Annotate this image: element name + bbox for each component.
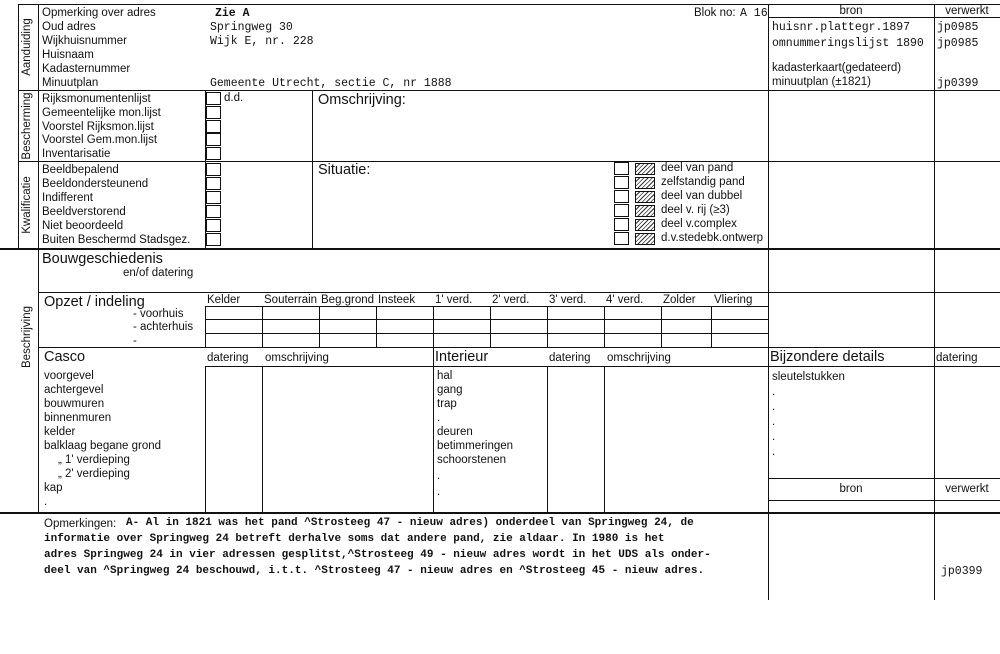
datering-sub-label: en/of datering — [123, 267, 194, 279]
floor-vliering: Vliering — [714, 294, 753, 306]
floor-2-verd: 2' verd. — [492, 294, 530, 306]
rule-opzet-bottom — [38, 347, 1000, 348]
label-rijksmonumentenlijst: Rijksmonumentenlijst — [42, 93, 151, 105]
opzet-row-empty: - — [133, 335, 137, 347]
interieur-item-gang: gang — [437, 384, 463, 396]
casco-item-1-verdieping: „ 1' verdieping — [58, 454, 130, 466]
rule-casco-c4 — [547, 366, 548, 512]
checkbox-inventarisatie[interactable] — [206, 147, 221, 160]
deel-v-rij-icon — [635, 205, 655, 217]
casco-item-binnenmuren: binnenmuren — [44, 412, 112, 424]
rule-bouwgeschiedenis-bottom — [38, 292, 1000, 293]
label-niet-beoordeeld: Niet beoordeeld — [42, 220, 124, 232]
checkbox-niet-beoordeeld[interactable] — [206, 219, 221, 232]
rule-label-left — [38, 4, 39, 512]
casco-item-kap: kap — [44, 482, 63, 494]
checkbox-deel-van-pand[interactable] — [614, 162, 629, 175]
opzet-row-voorhuis: - voorhuis — [133, 308, 184, 320]
label-huisnaam: Huisnaam — [42, 49, 94, 61]
checkbox-deel-van-dubbel[interactable] — [614, 190, 629, 203]
rule-casco-c2 — [262, 366, 263, 512]
deel-v-complex-icon — [635, 219, 655, 231]
label-minuutplan: Minuutplan — [42, 77, 99, 89]
side-label-aanduiding: Aanduiding — [21, 18, 33, 76]
casco-item-bouwmuren: bouwmuren — [44, 398, 105, 410]
checkbox-voorstel-rijksmon-lijst[interactable] — [206, 120, 221, 133]
casco-item-achtergevel: achtergevel — [44, 384, 104, 396]
rule-casco-c3 — [433, 347, 434, 512]
label-inventarisatie: Inventarisatie — [42, 148, 111, 160]
rule-side-left — [18, 4, 19, 248]
interieur-item-trap: trap — [437, 398, 457, 410]
rule-floor-6 — [547, 306, 548, 347]
rule-opzet-row-3 — [205, 333, 768, 334]
label-beeldondersteunend: Beeldondersteunend — [42, 178, 149, 190]
interieur-item-hal: hal — [437, 370, 453, 382]
floor-beg-grond: Beg.grond — [321, 294, 375, 306]
floor-insteek: Insteek — [378, 294, 416, 306]
interieur-item-betimmeringen: betimmeringen — [437, 440, 514, 452]
opzet-label: Opzet / indeling — [44, 294, 145, 310]
bijzondere-item-dot-2: . — [772, 401, 776, 413]
blok-value: A 16 — [740, 7, 768, 20]
floor-1-verd: 1' verd. — [435, 294, 473, 306]
rule-floor-9 — [711, 306, 712, 347]
interieur-item-dot-3: . — [437, 486, 441, 498]
rule-floor-2 — [319, 306, 320, 347]
label-wijkhuisnummer: Wijkhuisnummer — [42, 35, 127, 47]
label-buiten-beschermd: Buiten Beschermd Stadsgez. — [42, 234, 191, 246]
checkbox-buiten-beschermd[interactable] — [206, 233, 221, 246]
rule-dd-right — [312, 90, 313, 248]
rule-bron-lower-2 — [768, 500, 1000, 501]
label-voorstel-rijksmon-lijst: Voorstel Rijksmon.lijst — [42, 121, 154, 133]
verwerkt-entry-3: jp0399 — [937, 77, 979, 90]
interieur-label: Interieur — [435, 349, 489, 365]
checkbox-beeldondersteunend[interactable] — [206, 177, 221, 190]
bron-entry-4: minuutplan (±1821) — [772, 76, 872, 88]
rule-floor-5 — [490, 306, 491, 347]
checkbox-zelfstandig-pand[interactable] — [614, 176, 629, 189]
bron-header: bron — [839, 5, 863, 17]
opmerkingen-line-3: adres Springweg 24 in vier adressen gesplitst,^Strosteeg 49 - nieuw adres wordt in het UDS als onder- — [44, 549, 711, 561]
casco-item-2-verdieping: „ 2' verdieping — [58, 468, 130, 480]
situatie-label: Situatie: — [318, 162, 371, 178]
bouwgeschiedenis-label: Bouwgeschiedenis — [42, 251, 163, 267]
bijzondere-item-dot-5: . — [772, 446, 776, 458]
omschrijving-label: Omschrijving: — [318, 92, 406, 108]
stedebk-ontwerp-icon — [635, 233, 655, 245]
rule-verwerkt-left — [934, 4, 935, 600]
checkbox-rijksmonumentenlijst[interactable] — [206, 92, 221, 105]
opmerkingen-verwerkt: jp0399 — [941, 565, 983, 578]
rule-aanduiding-bottom — [18, 90, 1000, 91]
bijzondere-item-dot-4: . — [772, 431, 776, 443]
zelfstandig-pand-icon — [635, 177, 655, 189]
interieur-datering-header: datering — [549, 352, 591, 364]
option-zelfstandig-pand: zelfstandig pand — [661, 176, 745, 188]
opmerkingen-line-4: deel van ^Springweg 24 beschouwd, i.t.t. ^Strosteeg 47 - nieuw adres en ^Strosteeg 45 - nieuw adres. — [44, 565, 705, 577]
rule-bron-lower — [768, 478, 1000, 479]
label-beeldverstorend: Beeldverstorend — [42, 206, 126, 218]
casco-item-kelder: kelder — [44, 426, 76, 438]
bijzondere-details-label: Bijzondere details — [770, 349, 885, 365]
label-beeldbepalend: Beeldbepalend — [42, 164, 119, 176]
opmerkingen-line-1: A- Al in 1821 was het pand ^Strosteeg 47 - nieuw adres) onderdeel van Springweg 24, de — [126, 517, 694, 529]
verwerkt-header: verwerkt — [945, 5, 989, 17]
checkbox-voorstel-gem-mon-lijst[interactable] — [206, 133, 221, 146]
floor-zolder: Zolder — [663, 294, 696, 306]
lower-verwerkt-header: verwerkt — [945, 483, 989, 495]
rule-floor-4 — [433, 306, 434, 347]
verwerkt-entry-2: jp0985 — [937, 37, 979, 50]
interieur-item-deuren: deuren — [437, 426, 473, 438]
checkbox-beeldverstorend[interactable] — [206, 205, 221, 218]
casco-label: Casco — [44, 349, 86, 365]
dd-label: d.d. — [224, 92, 244, 104]
bijzondere-datering-header: datering — [936, 352, 978, 364]
value-oud-adres: Springweg 30 — [210, 21, 293, 34]
bijzondere-item-dot-1: . — [772, 386, 776, 398]
floor-3-verd: 3' verd. — [549, 294, 587, 306]
checkbox-stedebk-ontwerp[interactable] — [614, 232, 629, 245]
option-deel-van-dubbel: deel van dubbel — [661, 190, 743, 202]
floor-souterrain: Souterrain — [264, 294, 318, 306]
rule-casco-c5 — [604, 366, 605, 512]
bijzondere-item-sleutelstukken: sleutelstukken — [772, 371, 845, 383]
rule-casco-c1 — [205, 366, 206, 512]
interieur-omschrijving-header: omschrijving — [607, 352, 671, 364]
rule-casco-header — [205, 366, 1000, 367]
rule-opzet-row-2 — [205, 319, 768, 320]
label-voorstel-gem-mon-lijst: Voorstel Gem.mon.lijst — [42, 134, 158, 146]
side-label-kwalificatie: Kwalificatie — [21, 176, 33, 234]
value-minuutplan: Gemeente Utrecht, sectie C, nr 1888 — [210, 77, 452, 90]
checkbox-deel-v-rij[interactable] — [614, 204, 629, 217]
checkbox-gemeentelijke-mon-lijst[interactable] — [206, 106, 221, 119]
opzet-row-achterhuis: - achterhuis — [133, 321, 194, 333]
option-deel-v-rij: deel v. rij (≥3) — [661, 204, 730, 216]
bron-entry-2: omnummeringslijst 1890 — [772, 37, 924, 50]
checkbox-deel-v-complex[interactable] — [614, 218, 629, 231]
rule-bescherming-bottom — [18, 161, 1000, 162]
deel-van-pand-icon — [635, 163, 655, 175]
casco-omschrijving-header: omschrijving — [265, 352, 329, 364]
checkbox-beeldbepalend[interactable] — [206, 163, 221, 176]
option-deel-v-complex: deel v.complex — [661, 218, 737, 230]
option-deel-van-pand: deel van pand — [661, 162, 734, 174]
interieur-item-dot-1: . — [437, 412, 441, 424]
rule-floor-7 — [604, 306, 605, 347]
rule-floor-3 — [376, 306, 377, 347]
label-gemeentelijke-mon-lijst: Gemeentelijke mon.lijst — [42, 107, 161, 119]
label-opmerking-adres: Opmerking over adres — [42, 7, 156, 19]
verwerkt-entry-1: jp0985 — [937, 21, 979, 34]
lower-bron-header: bron — [839, 483, 863, 495]
option-stedebk-ontwerp: d.v.stedebk.ontwerp — [661, 232, 764, 244]
blok-label: Blok no: — [694, 7, 736, 19]
bijzondere-item-dot-3: . — [772, 416, 776, 428]
interieur-item-schoorstenen: schoorstenen — [437, 454, 507, 466]
floor-4-verd: 4' verd. — [606, 294, 644, 306]
rule-casco-bottom — [0, 512, 1000, 514]
casco-item-balklaag: balklaag begane grond — [44, 440, 162, 452]
side-label-bescherming: Bescherming — [21, 92, 33, 160]
bron-entry-3: kadasterkaart(gedateerd) — [772, 62, 902, 74]
label-kadasternummer: Kadasternummer — [42, 63, 131, 75]
floor-kelder: Kelder — [207, 294, 241, 306]
label-oud-adres: Oud adres — [42, 21, 96, 33]
deel-van-dubbel-icon — [635, 191, 655, 203]
rule-floor-8 — [661, 306, 662, 347]
rule-floor-0 — [205, 306, 206, 347]
opmerkingen-label: Opmerkingen: — [44, 518, 117, 530]
bron-entry-1: huisnr.plattegr.1897 — [772, 21, 911, 34]
casco-item-dot: . — [44, 496, 48, 508]
value-wijkhuisnummer: Wijk E, nr. 228 — [210, 35, 314, 48]
rule-bron-left — [768, 4, 769, 600]
opmerkingen-line-2: informatie over Springweg 24 betreft derhalve soms dat andere pand, zie aldaar. In 1980 is het — [44, 533, 665, 545]
rule-floor-1 — [262, 306, 263, 347]
checkbox-indifferent[interactable] — [206, 191, 221, 204]
rule-kwalificatie-bottom — [0, 248, 1000, 250]
casco-item-voorgevel: voorgevel — [44, 370, 94, 382]
casco-datering-header: datering — [207, 352, 249, 364]
interieur-item-dot-2: . — [437, 470, 441, 482]
value-opmerking: Zie A — [215, 7, 250, 20]
label-indifferent: Indifferent — [42, 192, 93, 204]
side-label-beschrijving: Beschrijving — [21, 306, 33, 368]
